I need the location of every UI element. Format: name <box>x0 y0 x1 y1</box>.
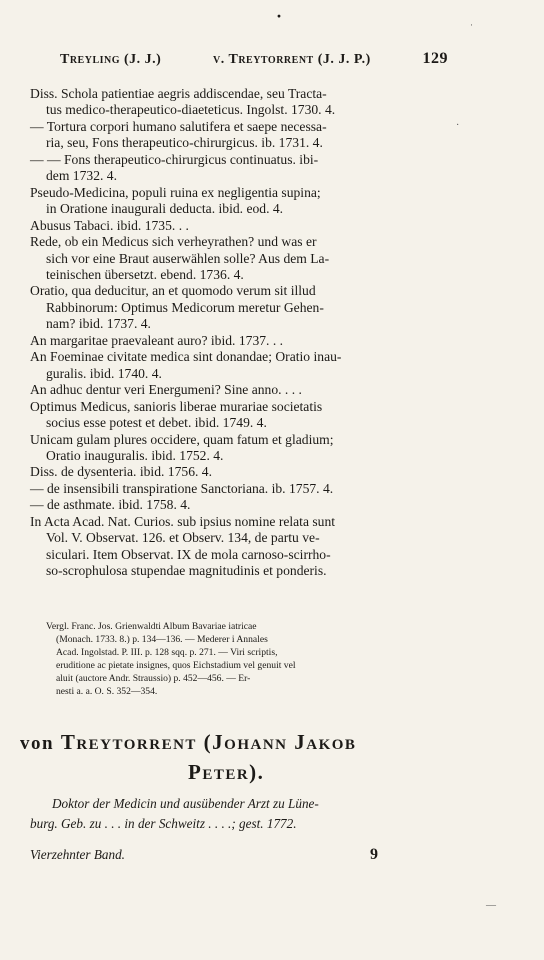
header-right: v. Treytorrent (J. J. P.) <box>213 52 371 67</box>
entry-line: Diss. Schola patientiae aegris addiscendae, seu Tracta- <box>30 86 327 101</box>
entry <box>30 86 446 185</box>
note-line: Acad. Ingolstad. P. III. p. 128 sqq. p. 271. — Viri scriptis, <box>56 647 278 658</box>
entry <box>30 283 446 332</box>
heading-prefix: von <box>20 733 55 754</box>
entry-line: Rede, ob ein Medicus sich verheyrathen? und was er <box>30 234 317 250</box>
entry-line: teinischen übersetzt. ebend. 1736. 4. <box>46 266 244 282</box>
heading-name-continued: Peter). <box>188 760 265 784</box>
author-heading <box>20 728 450 786</box>
entry-line: Oratio, qua deducitur, an et quomodo verum sit illud <box>30 283 316 299</box>
stray-mark: · <box>470 20 473 30</box>
entry-line: — de asthmate. ibid. 1758. 4. <box>30 497 191 513</box>
entry-line: siculari. Item Observat. IX de mola carnoso-scirrho- <box>46 546 331 562</box>
header-left: Treyling (J. J.) <box>60 52 162 67</box>
entry-line: An adhuc dentur veri Energumeni? Sine anno. . . . <box>30 382 302 398</box>
entry-line: in Oratione inaugurali deducta. ibid. eod. 4. <box>46 201 284 217</box>
description-line: burg. Geb. zu . . . in der Schweitz . . . .; gest. 1772. <box>30 816 297 831</box>
entry <box>30 333 446 349</box>
running-header <box>60 50 448 68</box>
entry-line: Vol. V. Observat. 126. et Observ. 134, de partu ve- <box>46 530 320 546</box>
entry-line: An Foeminae civitate medica sint donandae; Oratio inau- <box>30 349 342 365</box>
entry-line: In Acta Acad. Nat. Curios. sub ipsius nomine relata sunt <box>30 513 336 529</box>
entry-line: Pseudo-Medicina, populi ruina ex negligentia supina; <box>30 184 321 200</box>
entry <box>30 497 446 513</box>
entry-line: guralis. ibid. 1740. 4. <box>46 365 162 381</box>
page-number: 129 <box>422 50 448 67</box>
entry <box>30 514 446 580</box>
entry-line: Rabbinorum: Optimus Medicorum meretur Gehen- <box>46 299 324 315</box>
volume-label: Vierzehnter Band. <box>30 847 125 862</box>
entry <box>30 218 446 234</box>
entry-line: — — Fons therapeutico-chirurgicus continuatus. ibi- <box>30 151 319 167</box>
note-line: Vergl. Franc. Jos. Grienwaldti Album Bavariae iatricae <box>46 621 257 632</box>
entry <box>30 481 446 497</box>
top-mark: · <box>276 6 283 26</box>
entry <box>30 382 446 398</box>
note-line: aluit (auctore Andr. Straussio) p. 452—456. — Er- <box>56 673 251 684</box>
entry-line: sich vor eine Braut auserwählen solle? Aus dem La- <box>46 250 330 266</box>
entry-line: — Tortura corpori humano salutifera et saepe necessa- <box>30 118 327 134</box>
entry-line: An margaritae praevaleant auro? ibid. 1737. . . <box>30 332 284 348</box>
entry <box>30 432 446 465</box>
bibliography-entries <box>30 86 446 580</box>
entry-line: dem 1732. 4. <box>46 168 117 184</box>
entry <box>30 234 446 283</box>
entry-line: tus medico-therapeutico-diaeteticus. Ingolst. 1730. 4. <box>46 102 336 118</box>
page-footer <box>30 846 444 864</box>
stray-mark: — <box>486 900 496 911</box>
entry-line: Optimus Medicus, sanioris liberae murariae societatis <box>30 398 323 414</box>
note-line: (Monach. 1733. 8.) p. 134—136. — Mederer i Annales <box>56 634 268 645</box>
entry <box>30 349 446 382</box>
entry-line: Diss. de dysenteria. ibid. 1756. 4. <box>30 464 212 480</box>
description-line: Doktor der Medicin und ausübender Arzt zu Lüne- <box>52 796 319 811</box>
entry-line: socius esse potest et debet. ibid. 1749. 4. <box>46 415 267 431</box>
entry-line: Abusus Tabaci. ibid. 1735. . . <box>30 217 189 233</box>
author-description <box>30 794 446 834</box>
footnote-references <box>46 620 444 698</box>
note-line: eruditione ac pietate insignes, quos Eichstadium vel genuit vel <box>56 660 296 671</box>
entry-line: nam? ibid. 1737. 4. <box>46 316 151 332</box>
signature-mark: 9 <box>370 846 378 863</box>
entry-line: Oratio inauguralis. ibid. 1752. 4. <box>46 447 224 463</box>
entry <box>30 399 446 432</box>
stray-mark: · <box>456 120 460 131</box>
entry-line: Unicam gulam plures occidere, quam fatum et gladium; <box>30 431 334 447</box>
entry <box>30 185 446 218</box>
entry-line: — de insensibili transpiratione Sanctoriana. ib. 1757. 4. <box>30 480 334 496</box>
entry-line: so-scrophulosa stupendae magnitudinis et ponderis. <box>46 563 327 579</box>
entry <box>30 464 446 480</box>
heading-name: Treytorrent (Johann Jakob <box>60 730 357 754</box>
entry-line: ria, seu, Fons therapeutico-chirurgicus. ib. 1731. 4. <box>46 135 323 151</box>
note-line: nesti a. a. O. S. 352—354. <box>56 686 158 697</box>
